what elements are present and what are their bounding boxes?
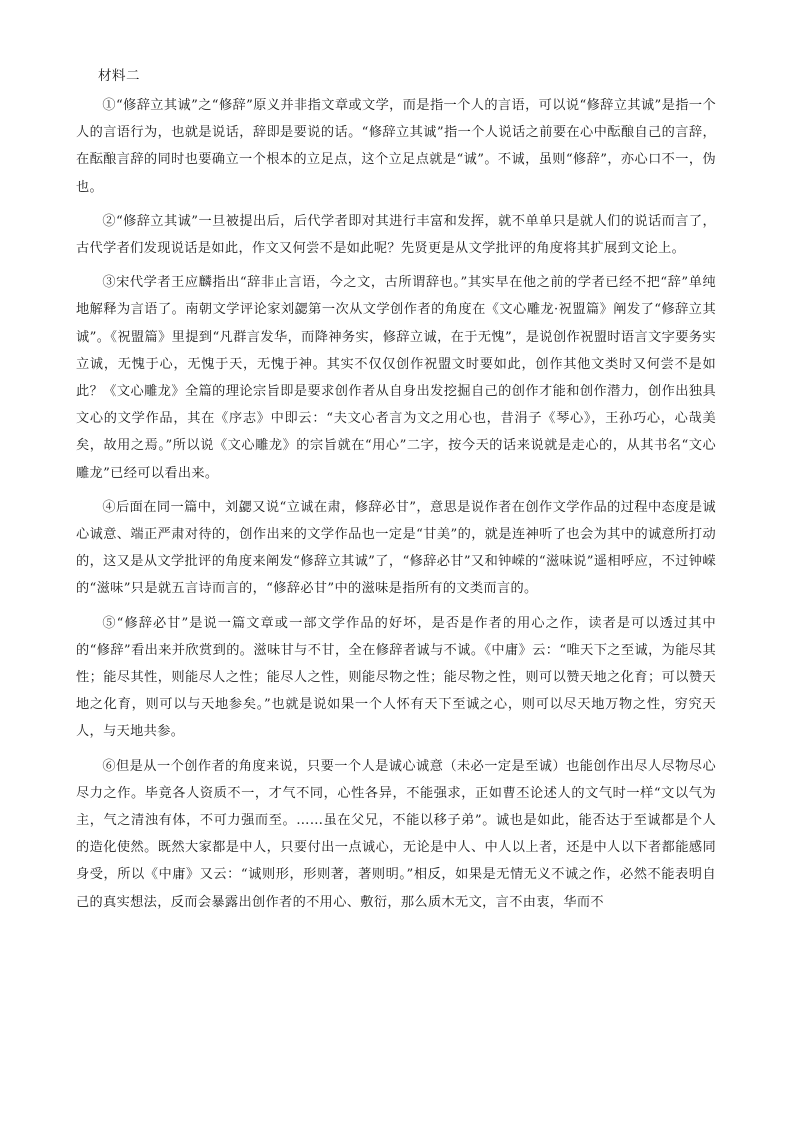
section-heading: 材料二	[98, 68, 140, 84]
paragraph-5: ⑤“修辞必甘”是说一篇文章或一部文学作品的好坏，是否是作者的用心之作，读者是可以透过其中的“修辞”看出来并欣赏到的。滋味甘与不甘，全在修辞者诚与不诚。《中庸》云：“唯天下之至诚，为能尽其性；能尽其性，则能尽人之性；能尽人之性，则能尽物之性；能尽物之性，则可以赞天地之化育；可以赞天地之化育，则可以与天地参矣。”也就是说如果一个人怀有天下至诚之心，则可以尽天地万物之性，穷究天人，与天地共参。	[76, 615, 716, 740]
document-body	[76, 62, 716, 923]
paragraph-4: ④后面在同一篇中，刘勰又说“立诚在肃，修辞必甘”，意思是说作者在创作文学作品的过程中态度是诚心诚意、端正严肃对待的，创作出来的文学作品也一定是“甘美”的，就是连神听了也会为其中的诚意所打动的，这又是从文学批评的角度来阐发“修辞立其诚”了，“修辞必甘”又和钟嵘的“滋味说”遥相呼应，不过钟嵘的“滋味”只是就五言诗而言的，“修辞必甘”中的滋味是指所有的文类而言的。	[76, 499, 716, 597]
paragraph-2: ②“修辞立其诚”一旦被提出后，后代学者即对其进行丰富和发挥，就不单单只是就人们的说话而言了，古代学者们发现说话是如此，作文又何尝不是如此呢？先贤更是从文学批评的角度将其扩展到文论上。	[76, 213, 716, 257]
paragraph-3: ③宋代学者王应麟指出“辞非止言语，今之文，古所谓辞也。”其实早在他之前的学者已经不把“辞”单纯地解释为言语了。南朝文学评论家刘勰第一次从文学创作者的角度在《文心雕龙·祝盟篇》阐发了“修辞立其诚”。《祝盟篇》里提到“凡群言发华，而降神务实，修辞立诚，在于无愧”，是说创作祝盟时语言文字要务实立诚，无愧于心，无愧于天，无愧于神。其实不仅仅创作祝盟文时要如此，创作其他文类时又何尝不是如此？《文心雕龙》全篇的理论宗旨即是要求创作者从自身出发挖掘自己的创作才能和创作潜力，创作出独具文心的文学作品，其在《序志》中即云：“夫文心者言为文之用心也，昔涓子《琴心》，王孙巧心，心哉美矣，故用之焉。”所以说《文心雕龙》的宗旨就在“用心”二字，按今天的话来说就是走心的，从其书名“文心雕龙”已经可以看出来。	[76, 275, 716, 481]
paragraph-1: ①“修辞立其诚”之“修辞”原义并非指文章或文学，而是指一个人的言语，可以说“修辞立其诚”是指一个人的言语行为，也就是说话，辞即是要说的话。“修辞立其诚”指一个人说话之前要在心中酝酿自己的言辞，在酝酿言辞的同时也要确立一个根本的立足点，这个立足点就是“诚”。不诚，虽则“修辞”，亦心口不一，伪也。	[76, 98, 716, 195]
paragraph-6: ⑥但是从一个创作者的角度来说，只要一个人是诚心诚意（未必一定是至诚）也能创作出尽人尽物尽心尽力之作。毕竟各人资质不一，才气不同，心性各异，不能强求，正如曹丕论述人的文气时一样“文以气为主，气之清浊有体，不可力强而至。……虽在父兄，不能以移子弟”。诚也是如此，能否达于至诚都是个人的造化使然。既然大家都是中人，只要付出一点诚心，无论是中人、中人以上者，还是中人以下者都能感同身受，所以《中庸》又云：“诚则形，形则著，著则明。”相反，如果是无情无义不诚之作，必然不能表明自己的真实想法，反而会暴露出创作者的不用心、敷衍，那么质木无文，言不由衷，华而不	[76, 758, 716, 910]
